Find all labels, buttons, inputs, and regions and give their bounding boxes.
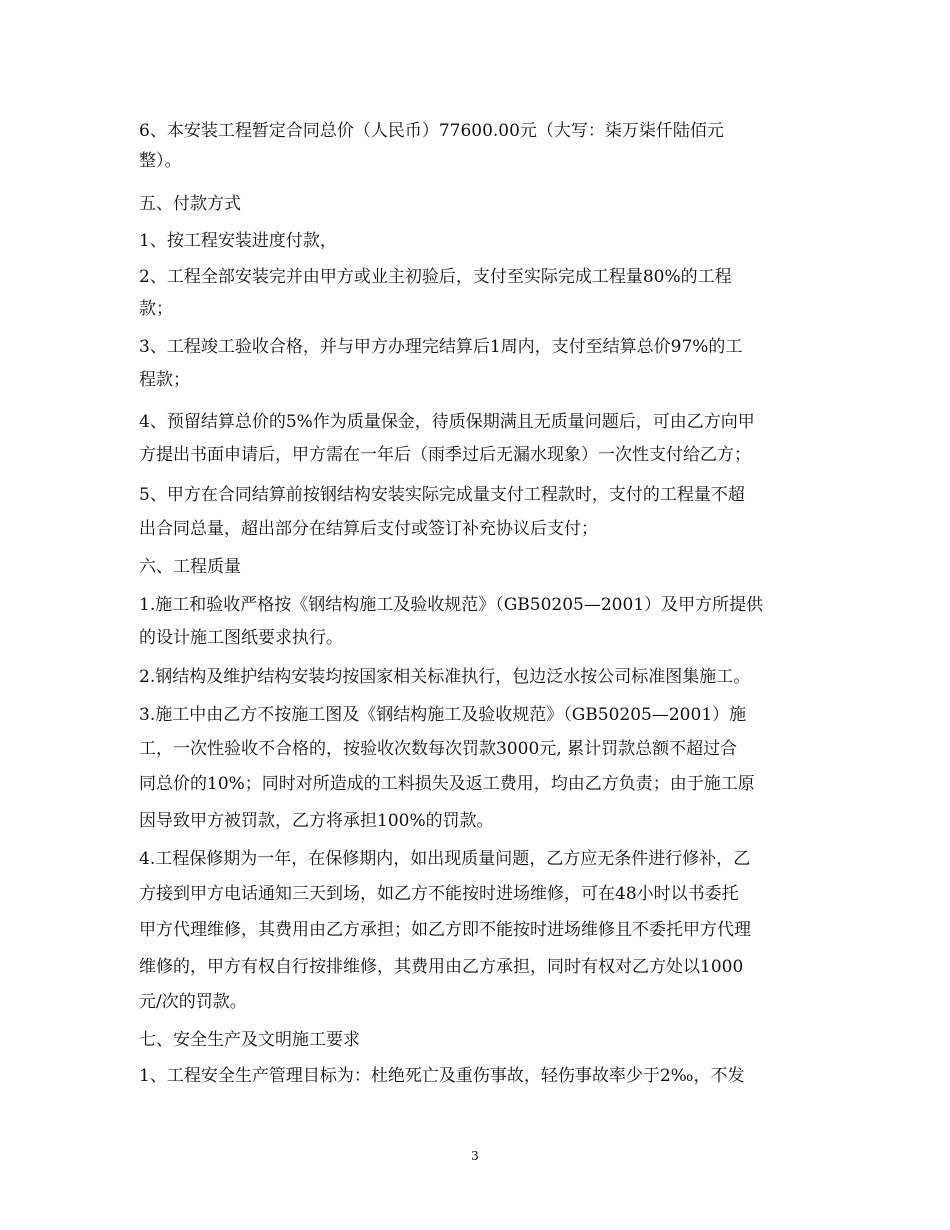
text-line: 整）。 [139,151,182,171]
text-line: 甲方代理维修，其费用由乙方承担；如乙方即不能按时进场维修且不委托甲方代理 [139,920,751,940]
text-line: 元/次的罚款。 [139,992,247,1012]
text-line: 程款； [139,370,190,390]
page-number: 3 [471,1149,479,1163]
section-heading: 六、工程质量 [139,557,241,577]
text-line: 款； [139,299,173,319]
text-line: 1.施工和验收严格按《钢结构施工及验收规范》（GB50205—2001）及甲方所提供 [139,595,764,615]
text-line: 维修的，甲方有权自行按排维修，其费用由乙方承担，同时有权对乙方处以1000 [139,957,744,977]
text-line: 4.工程保修期为一年，在保修期内，如出现质量问题，乙方应无条件进行修补，乙 [139,849,751,869]
text-line: 工，一次性验收不合格的，按验收次数每次罚款3000元, 累计罚款总额不超过合 [139,739,738,759]
text-line: 4、预留结算总价的5%作为质量保金，待质保期满且无质量问题后，可由乙方向甲 [139,412,755,432]
section-heading: 五、付款方式 [139,194,241,214]
text-line: 同总价的10%；同时对所造成的工料损失及返工费用，均由乙方负责；由于施工原 [139,774,755,794]
text-line: 方提出书面申请后，甲方需在一年后（雨季过后无漏水现象）一次性支付给乙方； [139,445,751,465]
text-line: 2.钢结构及维护结构安装均按国家相关标准执行，包边泛水按公司标准图集施工。 [139,667,751,687]
text-line: 1、按工程安装进度付款， [139,231,337,251]
text-line: 6、本安装工程暂定合同总价（人民币）77600.00元（大写：柒万柒仟陆佰元 [139,121,724,141]
text-line: 3、工程竣工验收合格，并与甲方办理完结算后1周内，支付至结算总价97%的工 [139,337,743,357]
text-line: 方接到甲方电话通知三天到场，如乙方不能按时进场维修，可在48小时以书委托 [139,884,739,904]
text-line: 因导致甲方被罚款，乙方将承担100%的罚款。 [139,811,494,831]
text-line: 2、工程全部安装完并由甲方或业主初验后，支付至实际完成工程量80%的工程 [139,267,732,287]
text-line: 的设计施工图纸要求执行。 [139,628,343,648]
text-line: 5、甲方在合同结算前按钢结构安装实际完成量支付工程款时，支付的工程量不超 [139,485,745,505]
text-line: 1、工程安全生产管理目标为：杜绝死亡及重伤事故，轻伤事故率少于2‰，不发 [139,1066,745,1086]
text-line: 出合同总量，超出部分在结算后支付或签订补充协议后支付； [139,519,598,539]
text-line: 3.施工中由乙方不按施工图及《钢结构施工及验收规范》（GB50205—2001）施 [139,705,747,725]
section-heading: 七、安全生产及文明施工要求 [139,1030,360,1050]
